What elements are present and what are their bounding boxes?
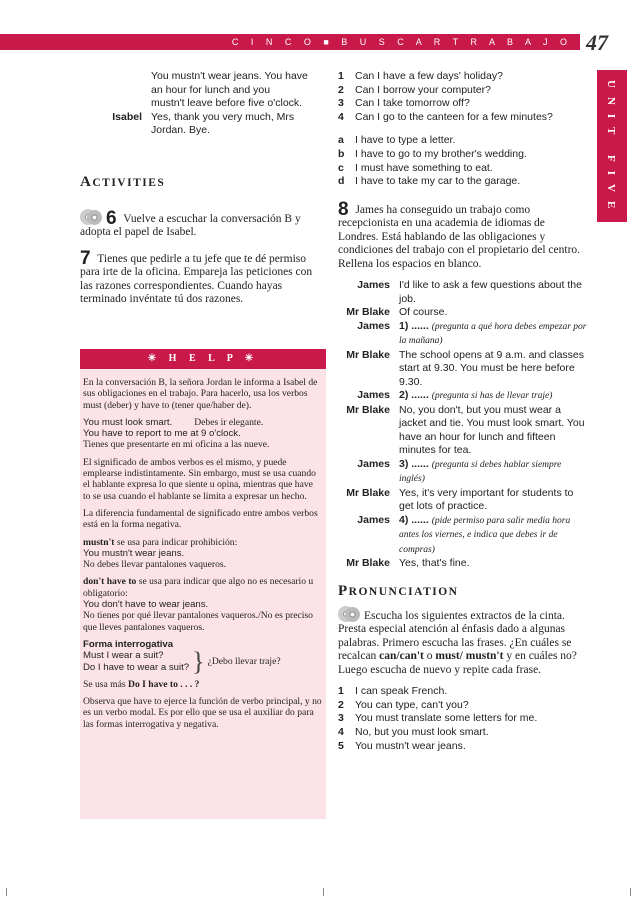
help-paragraph: El significado de ambos verbos es el mismo, y puede emplearse indistintamente. Sin embargo, must se usa cuando el hablante expresa lo que siente u opina, mientras que have to se usa cuando el hablante se limita a expresar un hecho. [83, 456, 316, 502]
dialog-line: James 1) ...... (pregunta a qué hora debes empezar por la mañana) [357, 319, 587, 347]
exercise-8 [338, 198, 588, 272]
left-column [80, 70, 326, 307]
right-column [338, 70, 588, 753]
audio-cd-icon[interactable] [338, 606, 360, 622]
help-title: ✳ H E L P ✳ [80, 349, 326, 369]
list-item: c I must have something to eat. [338, 161, 493, 174]
crop-mark [323, 888, 324, 896]
exercise-text: Tienes que pedirle a tu jefe que te dé permiso para irte de la oficina. Empareja las peticiones con las razones correspondientes. Cuando hayas terminado invéntate tú dos razones. [80, 252, 313, 305]
pronunciation-list [338, 685, 588, 753]
exercise-6 [80, 209, 326, 240]
unit-side-tab [597, 70, 627, 222]
reasons-list [338, 134, 588, 188]
help-paragraph: Observa que have to ejerce la función de verbo principal, y no es un verbo modal. Es por ello que se usa el auxiliar do para las formas interrogativa y negativa. [83, 696, 322, 730]
list-item: 3 You must translate some letters for me. [338, 712, 538, 725]
speaker: Isabel [112, 110, 142, 123]
example-en: You have to report to me at 9 o'clock. [83, 428, 241, 440]
requests-list [338, 70, 588, 124]
dialog-line: James 3) ...... (pregunta si debes hablar siempre inglés) [357, 457, 562, 485]
crop-mark [630, 888, 631, 896]
exercise-text: James ha conseguido un trabajo como recepcionista en una academia de idiomas de Londres. Está hablando de las obligaciones y condiciones del trabajo con el propietario del centro. Rellena los espacios en blanco. [338, 203, 581, 270]
exercise-number: 7 [80, 247, 91, 269]
example-es: No debes llevar pantalones vaqueros. [83, 559, 227, 571]
help-paragraph: Se usa más Do I have to . . . ? [83, 678, 200, 690]
dialog-line [80, 70, 326, 111]
crop-mark [6, 888, 7, 896]
example-es: ¿Debo llevar traje? [207, 655, 281, 667]
running-header-bar [0, 34, 580, 50]
dialog-line: Mr Blake Yes, it's very important for students to get lots of practice. [346, 486, 574, 513]
dialog-line: James 2) ...... (pregunta si has de llevar traje) [357, 389, 553, 402]
dialog-text: an hour for lunch and you [151, 83, 271, 96]
speaker [80, 70, 151, 111]
list-item: b I have to go to my brother's wedding. [338, 147, 527, 160]
job-dialog [338, 279, 588, 571]
dialog-text: You mustn't wear jeans. You have [151, 70, 308, 82]
exercise-7 [80, 247, 326, 307]
dialog-text: Yes, thank you very much, Mrs [151, 110, 295, 123]
example-es: Tienes que presentarte en mi oficina a las nueve. [83, 439, 270, 451]
list-item: 4 Can I go to the canteen for a few minutes? [338, 110, 553, 123]
example-es: Debes ir elegante. [194, 416, 264, 428]
example-en: Do I have to wear a suit? [83, 661, 190, 673]
running-title: C I N C O ■ B U S C A R T R A B A J O [231, 37, 572, 47]
example-es: No tienes por qué llevar pantalones vaqueros./No es preciso que lleves pantalones vaqueros. [83, 610, 313, 633]
page-number: 47 [586, 30, 608, 55]
dialog-text: Jordan. Bye. [151, 124, 210, 136]
help-paragraph: La diferencia fundamental de significado entre ambos verbos está en la forma negativa. [83, 507, 318, 531]
interrogative-examples [83, 646, 322, 676]
list-item: 2 You can type, can't you? [338, 698, 469, 711]
dialog-line [80, 111, 326, 138]
dialog-line: Mr Blake Yes, that's fine. [346, 557, 470, 570]
exercise-text: Vuelve a escuchar la conversación B y adopta el papel de Isabel. [80, 212, 301, 238]
help-paragraph: En la conversación B, la señora Jordan le informa a Isabel de sus obligaciones en el trabajo. Para hacerlo, usa los verbos must (deber) y have to (tener que/haber de). [83, 377, 318, 411]
exercise-number: 8 [338, 198, 349, 220]
list-item: d I have to take my car to the garage. [338, 175, 521, 188]
hint: (pregunta si has de llevar traje) [431, 391, 553, 402]
dialog-text: mustn't leave before five o'clock. [151, 97, 303, 109]
dialog-line: Mr Blake The school opens at 9 a.m. and classes start at 9.30. You must be here before 9.30. [346, 348, 585, 388]
activities-heading: ACTIVITIES [80, 173, 166, 190]
pronunciation-heading: PRONUNCIATION [338, 582, 459, 599]
list-item: 4 No, but you must look smart. [338, 726, 489, 739]
dialog-line: James I'd like to ask a few questions about the job. [357, 279, 582, 305]
example-en: You mustn't wear jeans. [83, 547, 185, 559]
dialog-line: Mr Blake Of course. [346, 306, 448, 319]
example-en: You must look smart. [83, 416, 173, 428]
list-item: 3 Can I take tomorrow off? [338, 97, 470, 110]
unit-side-tab-label: UNIT FIVE [605, 80, 617, 218]
list-item: 5 You mustn't wear jeans. [338, 739, 466, 752]
example-en: Must I wear a suit? [83, 650, 164, 662]
list-item: 1 I can speak French. [338, 685, 448, 698]
hint: (pide permiso para salir media hora antes los viernes, e indica que debes ir de compras) [399, 515, 571, 555]
term: don't have to [83, 576, 137, 588]
list-item: a I have to type a letter. [338, 134, 456, 147]
dialog-line: Mr Blake No, you don't, but you must wear a jacket and tie. You must look smart. You have an hour for lunch and fifteen minutes for tea. [346, 403, 585, 457]
hint: (pregunta si debes hablar siempre inglés) [399, 459, 562, 485]
brace: } [192, 646, 205, 676]
exercise-number: 6 [106, 207, 117, 229]
top-dialog [80, 70, 326, 138]
audio-cd-icon[interactable] [80, 209, 102, 225]
hint: (pregunta a qué hora debes empezar por la mañana) [399, 321, 587, 347]
pronunciation-intro: Escucha los siguientes extractos de la cinta. Presta especial atención al énfasis dado a algunas palabras. Primero escucha las frases. ¿En cuáles se recalcan can/can't o must/ mustn't y en cuáles no? Luego escucha de nuevo y repite cada frase. [338, 606, 588, 678]
example-en: You don't have to wear jeans. [83, 599, 209, 611]
dialog-line: James 4) ...... (pide permiso para salir media hora antes los viernes, e indica que debes ir de compras) [357, 513, 571, 555]
list-item: 2 Can I borrow your computer? [338, 83, 491, 96]
term: mustn't [83, 536, 115, 548]
interrogative-title: Forma interrogativa [83, 638, 174, 650]
list-item: 1 Can I have a few days' holiday? [338, 70, 503, 82]
help-box: ✳ H E L P ✳ En la conversación B, la señora Jordan le informa a Isabel de sus obligaciones en el trabajo. Para hacerlo, usa los verbos must (deber) y have to (tener que/haber de). You must look smart. Debes ir elegante. You have to report to me at 9 o'clock. Tienes que presentarte en mi oficina a las nueve. El significado de ambos verbos es el mismo, y puede emplearse indistintamente. Sin embargo, must se usa cuando el hablante expresa lo que siente u opina, mientras que have to se usa cuando el hablante se limita a expresar un hecho. La diferencia fundamental de significado entre ambos verbos está en la forma negativa. mustn't se usa para indicar prohibición: You mustn't wear jeans. No debes llevar pantalones vaqueros. don't have to se usa para indicar que algo no es necesario u obligatorio: You don't have to wear jeans. No tienes por qué llevar pantalones vaqueros./No es preciso que lleves pantalones vaqueros. Forma interrogativa Must I wear a suit? Do I have to wear a suit? } ¿Debo llevar traje? Se usa más Do I have to . . . ? Observa que have to ejerce la función de verbo principal, y no es un verbo modal. Es por ello que se usa el auxiliar do para las formas interrogativa y negativa. [80, 349, 326, 819]
